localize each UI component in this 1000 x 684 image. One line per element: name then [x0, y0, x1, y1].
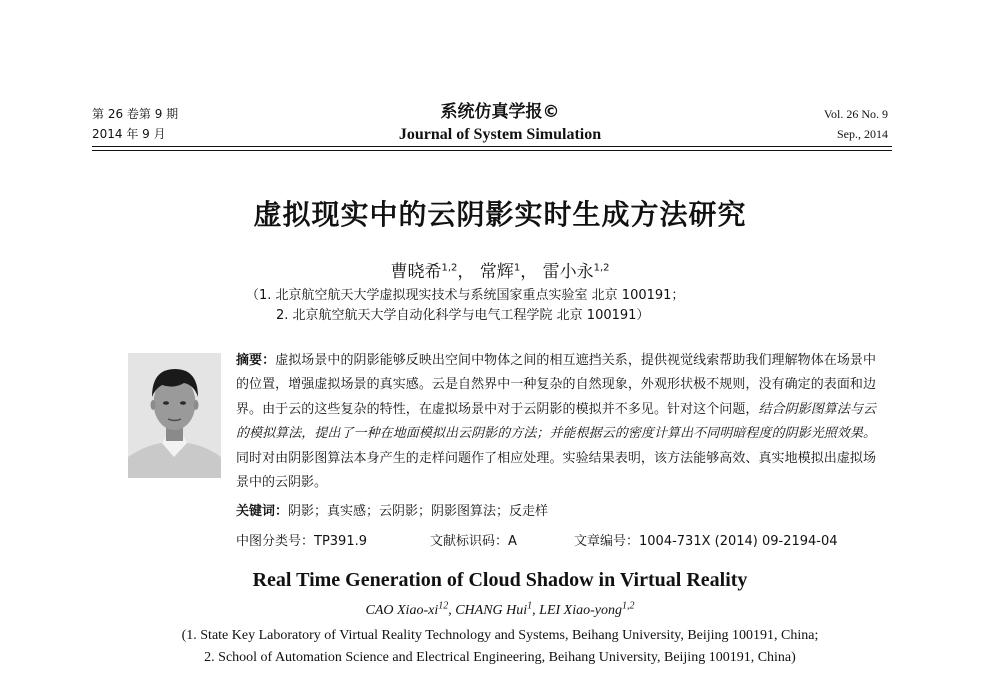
header-center: [360, 100, 640, 146]
author-name: 雷小永: [542, 262, 594, 282]
header-rule-top: [92, 146, 892, 147]
author-portrait-image: [128, 353, 221, 478]
keywords-text: 阴影；真实感；云阴影；阴影图算法；反走样: [288, 504, 549, 519]
author-name-en: CAO Xiao-xi: [365, 603, 439, 618]
author-name-en: LEI Xiao-yong: [539, 603, 622, 618]
journal-name-cn: 系统仿真学报©: [440, 102, 560, 122]
authors-cn: [0, 257, 1000, 282]
document-code: 文献标识码：A: [430, 534, 517, 549]
date-en: Sep., 2014: [837, 127, 888, 141]
affiliation-en-1: (1. State Key Laboratory of Virtual Reality Technology and Systems, Beihang University, Beijing 100191, China;: [181, 628, 819, 643]
abstract-text-part3: 同时对由阴影图算法本身产生的走样问题作了相应处理。实验结果表明，该方法能够高效、真实地模拟出虚拟场景中的云阴影。: [236, 450, 876, 491]
author-affil-sup-en: 1: [527, 600, 533, 612]
author-separator-en: ,: [532, 603, 540, 618]
abstract-text-part2: 结合阴影图算法与云的模拟算法，提出了一种在地面模拟出云阴影的方法；并能根据云的密度计算出不同明暗程度的阴影光照效果。: [236, 401, 876, 442]
affiliations-en: [0, 625, 1000, 669]
date-cn: 2014 年 9 月: [92, 127, 166, 141]
author-affil-sup: 1,2: [593, 262, 610, 274]
paper-title-cn: 虚拟现实中的云阴影实时生成方法研究: [253, 198, 747, 231]
paper-title-en: Real Time Generation of Cloud Shadow in Virtual Reality: [252, 569, 748, 591]
author-photo: [128, 353, 221, 478]
keywords: [236, 500, 548, 519]
author-name-en: CHANG Hui: [455, 603, 528, 618]
article-number: 文章编号：1004-731X (2014) 09-2194-04: [574, 534, 838, 549]
authors-en: [0, 600, 1000, 619]
header-right: [824, 104, 888, 144]
abstract-text-part1: 虚拟场景中的阴影能够反映出空间中物体之间的相互遮挡关系，提供视觉线索帮助我们理解物体在场景中的位置，增强虚拟场景的真实感。云是自然界中一种复杂的自然现象，外观形状极不规则，没有确定的表面和边界。由于云的这些复杂的特性，在虚拟场景中对于云阴影的模拟并不多见。针对这个问题，: [236, 353, 876, 417]
volume-issue-en: Vol. 26 No. 9: [823, 107, 888, 121]
author-affil-sup-en: 1,2: [622, 600, 635, 612]
keywords-label: 关键词：: [236, 504, 289, 519]
affiliation-en-2: 2. School of Automation Science and Electrical Engineering, Beihang University, Beijing 100191, China): [204, 650, 796, 665]
abstract: [236, 349, 876, 495]
author-affil-sup: 1,2: [441, 262, 458, 274]
author-separator: ，: [520, 262, 538, 282]
affiliation-cn-2: 2. 北京航空航天大学自动化科学与电气工程学院 北京 100191）: [276, 308, 650, 323]
author-affil-sup-en: 12: [438, 600, 449, 612]
header-left: [92, 104, 178, 144]
author-name: 曹晓希: [390, 262, 442, 282]
author-affil-sup: 1: [513, 262, 521, 274]
author-name: 常辉: [479, 262, 514, 282]
abstract-label: 摘要：: [236, 353, 276, 368]
header-rule-bottom: [92, 150, 892, 151]
affiliation-cn-1: （1. 北京航空航天大学虚拟现实技术与系统国家重点实验室 北京 100191；: [246, 288, 685, 303]
journal-name-en: Journal of System Simulation: [398, 126, 602, 143]
author-separator-en: ,: [448, 603, 456, 618]
author-separator: ，: [457, 262, 475, 282]
clc-number: 中图分类号：TP391.9: [236, 534, 367, 549]
volume-issue-cn: 第 26 卷第 9 期: [92, 107, 179, 121]
